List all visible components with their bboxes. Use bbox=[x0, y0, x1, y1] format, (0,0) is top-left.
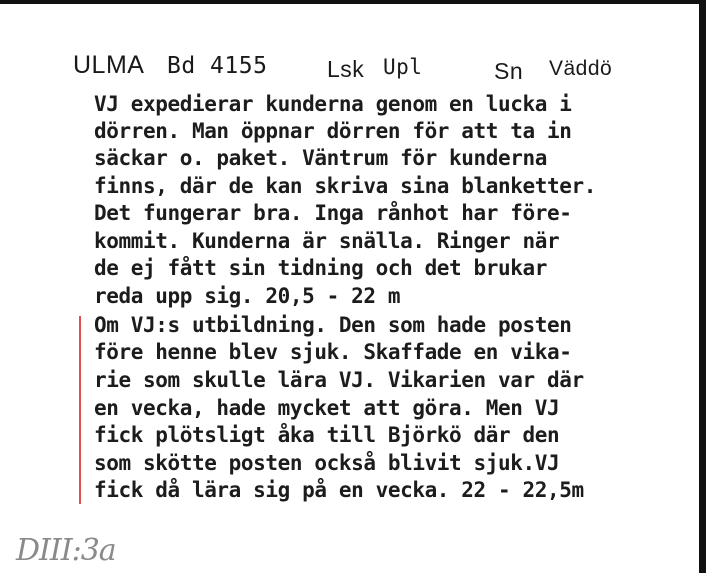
county-code: Upl bbox=[383, 55, 423, 79]
volume-number: Bd 4155 bbox=[167, 53, 268, 79]
body-line-4: finns, där de kan skriva sina blanketter. bbox=[94, 174, 596, 198]
body-line-11: rie som skulle lära VJ. Vikarien var där bbox=[94, 368, 584, 392]
body-line-5: Det fungerar bra. Inga rånhot har före- bbox=[94, 201, 572, 225]
parish-label: Sn bbox=[494, 58, 524, 84]
archive-index-card bbox=[0, 4, 699, 573]
card-frame-right-edge bbox=[699, 0, 706, 573]
red-margin-mark bbox=[79, 316, 81, 504]
body-line-9: Om VJ:s utbildning. Den som hade posten bbox=[94, 313, 572, 337]
handwritten-signum: DIII:3a bbox=[16, 533, 116, 568]
archive-code: ULMA bbox=[73, 51, 145, 79]
body-line-6: kommit. Kunderna är snälla. Ringer när bbox=[94, 229, 560, 253]
body-line-2: dörren. Man öppnar dörren för att ta in bbox=[94, 119, 572, 143]
body-line-13: fick plötsligt åka till Björkö där den bbox=[94, 423, 560, 447]
body-line-8: reda upp sig. 20,5 - 22 m bbox=[94, 284, 401, 308]
body-line-10: före henne blev sjuk. Skaffade en vika- bbox=[94, 340, 572, 364]
body-line-1: VJ expedierar kunderna genom en lucka i bbox=[94, 92, 572, 116]
province-code: Lsk bbox=[327, 56, 365, 82]
body-line-12: en vecka, hade mycket att göra. Men VJ bbox=[94, 396, 560, 420]
body-line-7: de ej fått sin tidning och det brukar bbox=[94, 256, 547, 280]
body-line-15: fick då lära sig på en vecka. 22 - 22,5m bbox=[94, 478, 584, 502]
parish-name: Väddö bbox=[549, 57, 613, 80]
body-line-3: säckar o. paket. Väntrum för kunderna bbox=[94, 146, 547, 170]
body-line-14: som skötte posten också blivit sjuk.VJ bbox=[94, 451, 560, 475]
